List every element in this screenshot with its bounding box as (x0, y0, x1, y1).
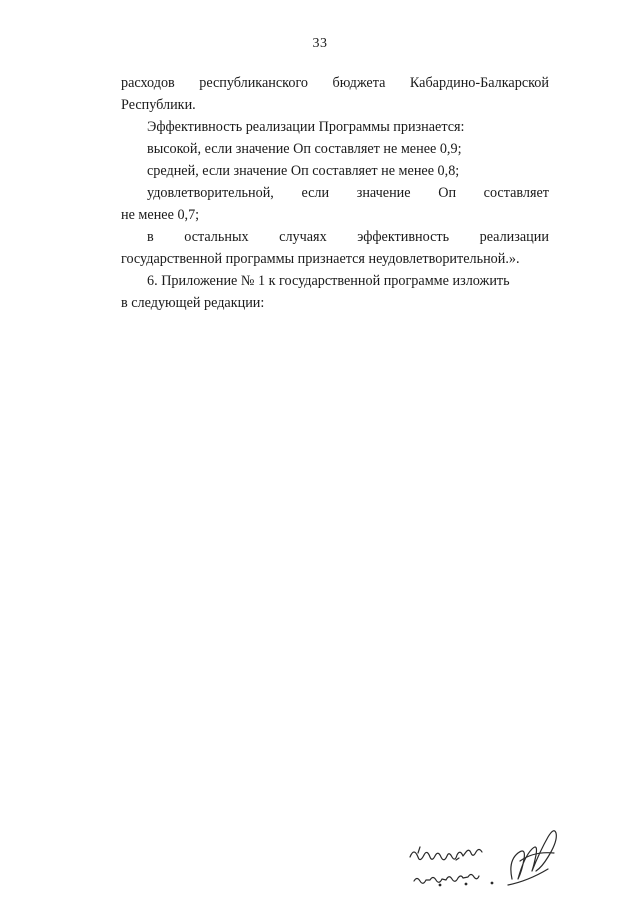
word: составляет (483, 185, 549, 201)
paragraph-satisfactory-line-1 (121, 182, 549, 204)
word: в (147, 229, 154, 245)
word: значение (356, 185, 411, 201)
word: республиканского (199, 75, 309, 91)
paragraph-item-6-line-2: в следующей редакции: (121, 295, 265, 311)
paragraph-efficiency-intro: Эффективность реализации Программы признается: (147, 119, 465, 135)
paragraph-high-criterion: высокой, если значение Оп составляет не менее 0,9; (147, 141, 462, 157)
paragraph-item-6-line-1: 6. Приложение № 1 к государственной программе изложить (147, 273, 510, 289)
document-body (121, 72, 549, 314)
word: реализации (479, 229, 549, 245)
page-number: 33 (312, 36, 328, 51)
word: остальных (184, 229, 249, 245)
paragraph-satisfactory-line-2: не менее 0,7; (121, 207, 200, 223)
word: бюджета (332, 75, 386, 91)
word: если (301, 185, 330, 201)
word: расходов (121, 75, 175, 91)
word: удовлетворительной, (147, 185, 274, 201)
word: эффективность (357, 229, 450, 245)
paragraph-1-line-2: Республики. (121, 97, 196, 113)
handwritten-signature (400, 815, 600, 895)
paragraph-medium-criterion: средней, если значение Оп составляет не менее 0,8; (147, 163, 460, 179)
paragraph-other-cases-line-1 (121, 226, 549, 248)
word: Оп (438, 185, 457, 201)
paragraph-other-cases-line-2: государственной программы признается неудовлетворительной.». (121, 251, 520, 267)
word: случаях (279, 229, 327, 245)
paragraph-1-line-1 (121, 72, 549, 94)
word: Кабардино-Балкарской (409, 75, 549, 91)
